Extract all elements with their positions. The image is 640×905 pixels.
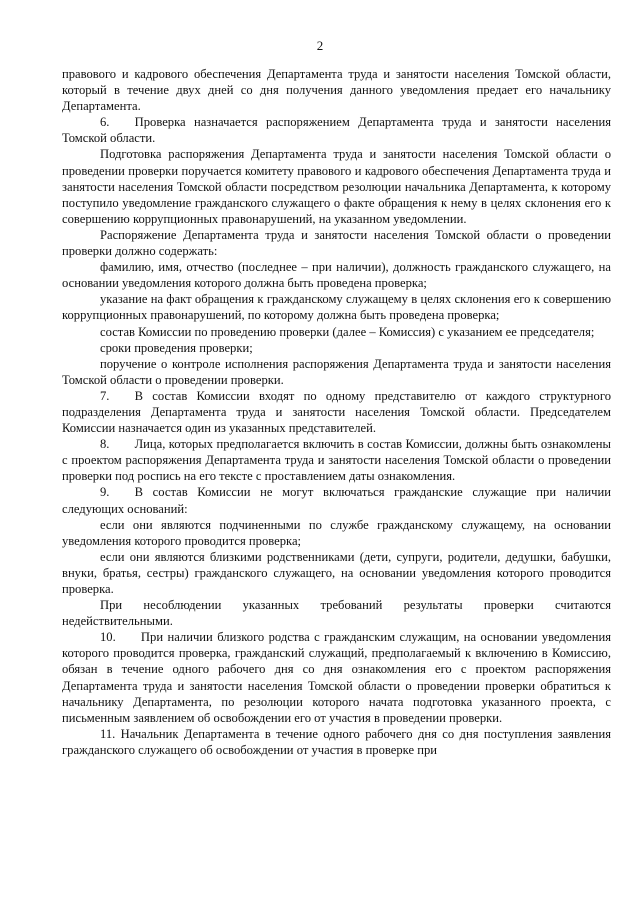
paragraph: При несоблюдении указанных требований результаты проверки считаются недействительными. (62, 598, 611, 629)
paragraph: поручение о контроле исполнения распоряжения Департамента труда и занятости населения Томской области о проведении проверки. (62, 356, 611, 387)
paragraph: Распоряжение Департамента труда и занятости населения Томской области о проведении проверки должно содержать: (62, 227, 611, 259)
paragraph: правового и кадрового обеспечения Департамента труда и занятости населения Томской области, который в течение двух дней со дня получения данного уведомления предает его начальнику Департамента. (62, 67, 611, 114)
document-body (62, 66, 611, 758)
paragraph: 8. Лица, которых предполагается включить в состав Комиссии, должны быть ознакомлены с проектом распоряжения Департамента труда и занятости населения Томской области о проведении проверки под роспись на его тексте с проставлением даты ознакомления. (62, 437, 611, 484)
paragraph: 7. В состав Комиссии входят по одному представителю от каждого структурного подразделения Департамента труда и занятости населения Томской области. Председателем Комиссии назначается один из указанных представителей. (62, 388, 611, 436)
paragraph: сроки проведения проверки; (100, 340, 253, 355)
page-number: 2 (316, 38, 324, 53)
paragraph: фамилию, имя, отчество (последнее – при наличии), должность гражданского служащего, на основании уведомления которого должна быть проведена проверка; (62, 260, 611, 291)
paragraph: если они являются подчиненными по службе гражданскому служащему, на основании уведомления которого проводится проверка; (62, 517, 611, 548)
paragraph: 10. При наличии близкого родства с гражданским служащим, на основании уведомления которого проводится проверка, гражданский служащий, предполагаемый к включению в Комиссию, обязан в течение одного рабочего дня со дня ознакомления его с проектом распоряжения Департамента труда и занятости населения Томской области о проведении проверки обратиться к начальнику Департамента, по резолюции которого начата подготовка указанного проекта, с письменным заявлением об освобождении его от участия в проведении проверки. (62, 630, 611, 725)
paragraph: 6. Проверка назначается распоряжением Департамента труда и занятости населения Томской области. (62, 115, 611, 146)
paragraph: 9. В состав Комиссии не могут включаться гражданские служащие при наличии следующих оснований: (62, 485, 611, 516)
paragraph: 11. Начальник Департамента в течение одного рабочего дня со дня поступления заявления гражданского служащего об освобождении от участия в проверке при (62, 726, 611, 757)
paragraph: указание на факт обращения к гражданскому служащему в целях склонения его к совершению коррупционных правонарушений, по которому должна быть проведена проверка; (62, 292, 611, 323)
paragraph: Подготовка распоряжения Департамента труда и занятости населения Томской области о проведении проверки поручается комитету правового и кадрового обеспечения Департамента труда и занятости населения Томской области посредством резолюции начальника Департамента, к которому поступило уведомление гражданского служащего о факте обращения к нему в целях склонения его к совершению коррупционных правонарушений, на указанном уведомлении. (62, 147, 611, 226)
paragraph: если они являются близкими родственниками (дети, супруги, родители, дедушки, бабушки, внуки, братья, сестры) гражданского служащего, на основании уведомления которого проводится проверка. (62, 549, 611, 596)
paragraph: состав Комиссии по проведению проверки (далее – Комиссия) с указанием ее председателя; (100, 324, 595, 339)
